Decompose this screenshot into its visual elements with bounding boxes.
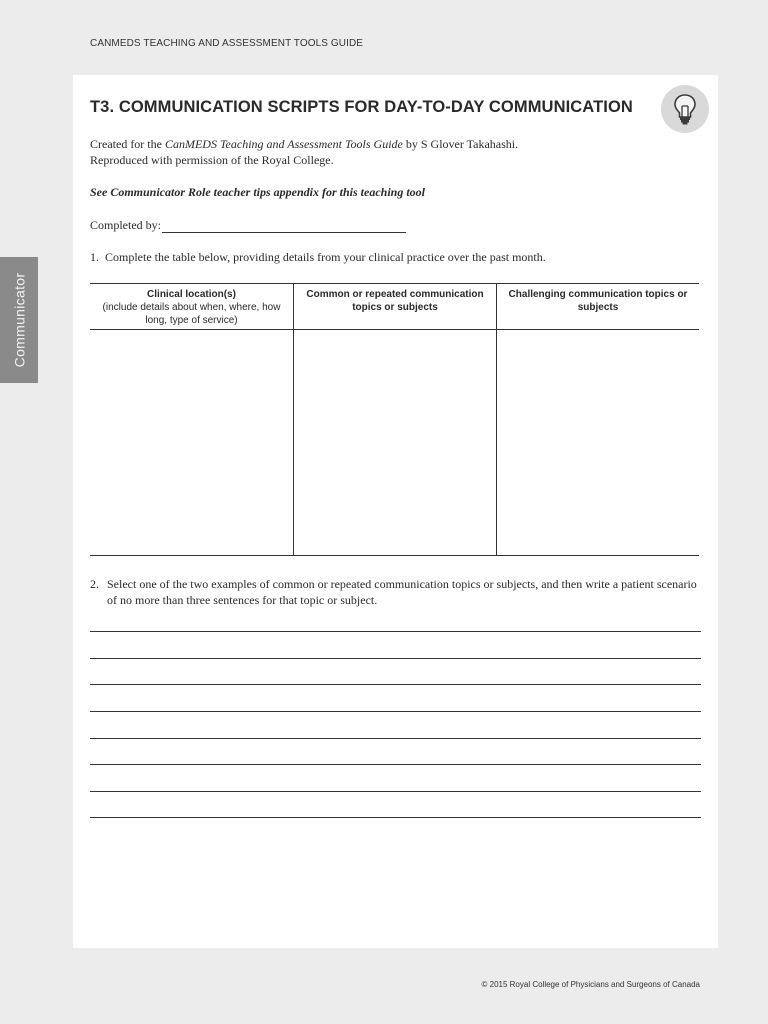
credit-note (90, 136, 518, 168)
question-2 (90, 576, 705, 608)
answer-line[interactable] (90, 684, 701, 685)
answer-line[interactable] (90, 711, 701, 712)
answer-line[interactable] (90, 817, 701, 818)
table-column-clinical-location (90, 284, 293, 555)
answer-line[interactable] (90, 631, 701, 632)
table-header-cell (294, 284, 496, 330)
question-1 (90, 249, 546, 265)
question-1-number: 1. (90, 250, 99, 264)
credit-permission: Reproduced with permission of the Royal College. (90, 153, 334, 167)
teacher-tip: See Communicator Role teacher tips appendix for this teaching tool (90, 185, 426, 199)
copyright-footer: © 2015 Royal College of Physicians and Surgeons of Canada (481, 980, 700, 989)
question-1-text: Complete the table below, providing details from your clinical practice over the past month. (105, 250, 546, 264)
table-column-challenging-topics (496, 284, 699, 555)
answer-line[interactable] (90, 658, 701, 659)
credit-prefix: Created for the (90, 137, 165, 151)
question-2-text: Select one of the two examples of common or repeated communication topics or subjects, and then write a patient scenario of no more than three sentences for that topic or subject. (107, 577, 697, 607)
section-side-tab (0, 257, 38, 383)
completed-by-field[interactable] (162, 220, 406, 233)
table-cell-clinical-location[interactable] (90, 330, 293, 555)
column-heading: Challenging communication topics or subjects (508, 289, 688, 313)
column-heading: Clinical location(s) (147, 289, 236, 300)
table-column-common-topics (293, 284, 496, 555)
question-2-number: 2. (90, 577, 99, 591)
guide-title: CanMEDS Teaching and Assessment Tools Guide (164, 137, 403, 151)
table-header-cell (497, 284, 699, 330)
completed-by-row (90, 217, 406, 233)
lightbulb-icon (661, 85, 709, 133)
page-title: T3. COMMUNICATION SCRIPTS FOR DAY-TO-DAY COMMUNICATION (90, 98, 633, 116)
running-header: CANMEDS TEACHING AND ASSESSMENT TOOLS GUIDE (90, 38, 364, 49)
practice-table (90, 283, 699, 556)
answer-line[interactable] (90, 791, 701, 792)
answer-line[interactable] (90, 738, 701, 739)
completed-by-label: Completed by: (90, 218, 161, 232)
side-tab-label: Communicator (11, 272, 28, 368)
answer-line[interactable] (90, 764, 701, 765)
column-subheading: (include details about when, where, how long, type of service) (102, 302, 281, 326)
table-cell-challenging-topics[interactable] (497, 330, 699, 555)
table-header-cell (90, 284, 293, 330)
column-heading: Common or repeated communication topics or subjects (306, 289, 484, 313)
table-cell-common-topics[interactable] (294, 330, 496, 555)
worksheet-page (73, 75, 718, 948)
credit-suffix: by S Glover Takahashi. (402, 137, 519, 151)
